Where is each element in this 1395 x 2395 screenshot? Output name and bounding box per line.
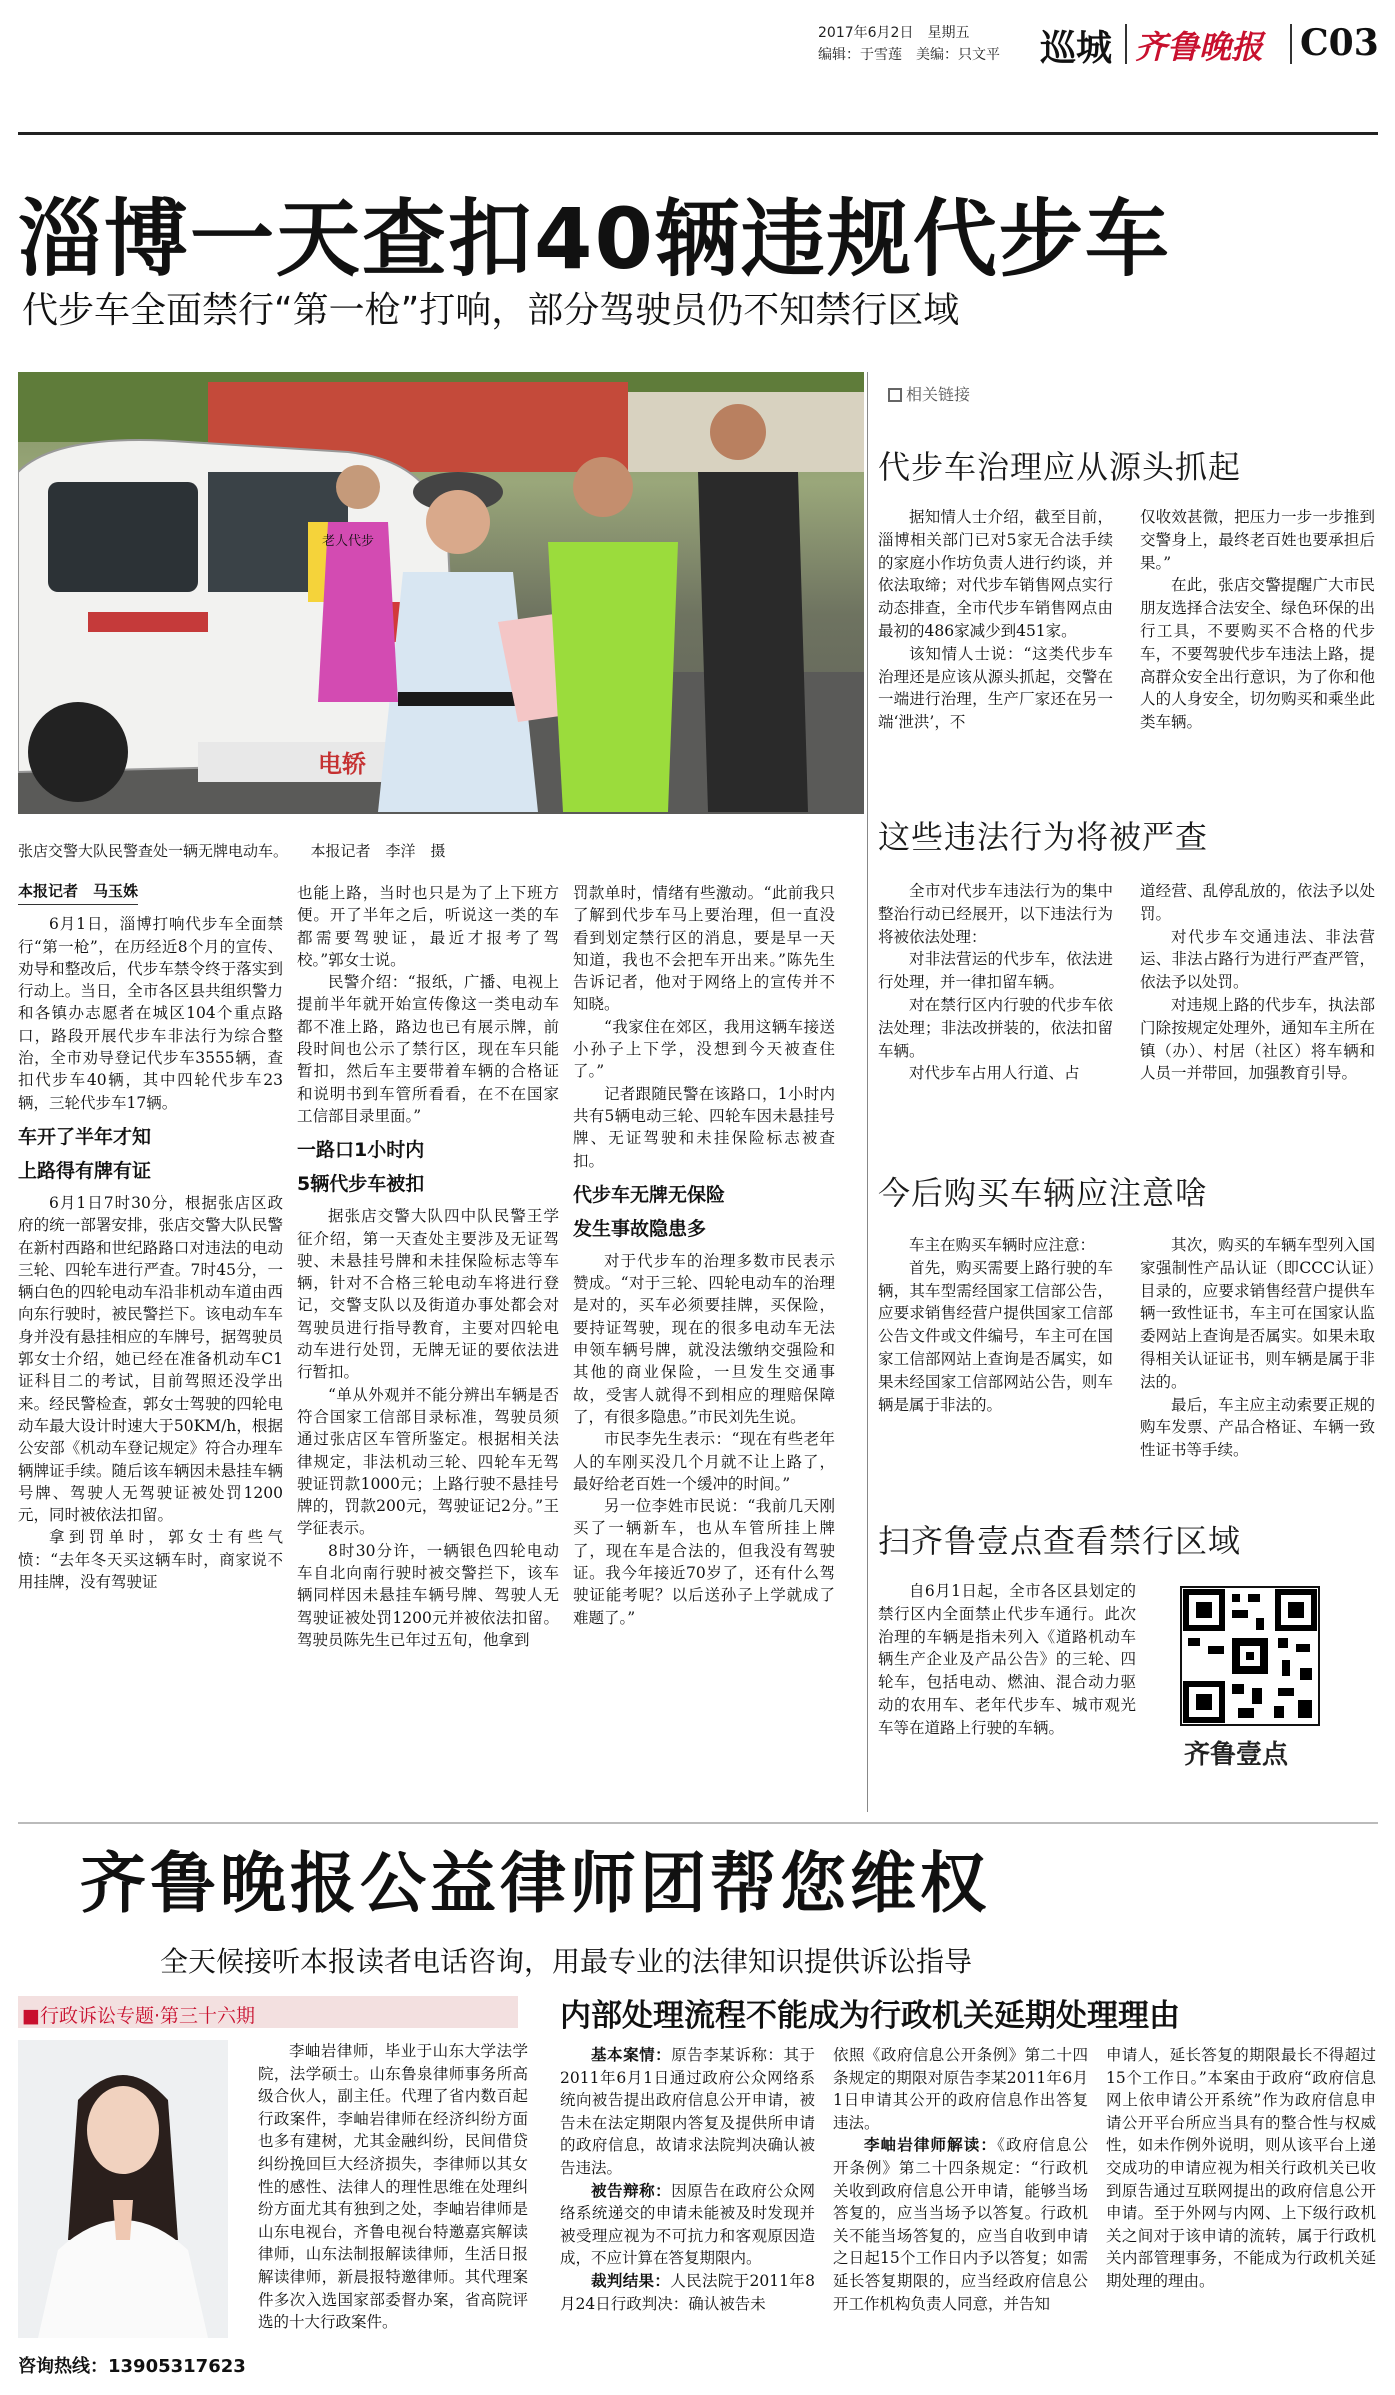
designer-text: 美编：只文平 xyxy=(916,47,1000,63)
paragraph: 车主在购买车辆时应注意： xyxy=(909,1236,1096,1254)
subheading-line: 上路得有牌有证 xyxy=(18,1159,152,1182)
sidebar-1-left xyxy=(878,506,1113,786)
paragraph: 对于代步车的治理多数市民表示赞成。“对于三轮、四轮电动车的治理是对的，买车必须要挂牌，买保险，要持证驾驶，现在的很多电动车无法申领车辆号牌，就没法缴纳交强险和其他的商业保险，一旦发生交通事故，受害人就得不到相应的理赔保障了，有很多隐患。”市民刘先生说。 xyxy=(573,1251,835,1426)
lawyer-photo xyxy=(18,2040,228,2338)
subheading xyxy=(573,1178,835,1246)
subheading xyxy=(297,1133,559,1201)
paragraph: 仅收效甚微，把压力一步一步推到交警身上，最终老百姓也要承担后果。” xyxy=(1140,508,1375,572)
issue-date xyxy=(818,22,969,42)
sidebar-heading-2: 这些违法行为将被严查 xyxy=(878,818,1209,856)
paragraph: 最后，车主应主动索要正规的购车发票、产品合格证、车辆一致性证书等手续。 xyxy=(1140,1395,1375,1460)
masthead-divider-2 xyxy=(1290,24,1292,64)
paragraph: 全市对代步车违法行为的集中整治行动已经展开，以下违法行为将被依法处理： xyxy=(878,882,1113,946)
main-headline: 淄博一天查扣40辆违规代步车 xyxy=(18,190,1171,288)
paragraph: 首先，购买需要上路行驶的车辆，其车型需经国家工信部公告，应要求销售经营户提供国家工信部公告文件或文件编号，车主可在国家工信部网站上查询是否属实，如果未经国家工信部网站公告，则车辆是属于非法的。 xyxy=(878,1258,1113,1414)
photo-illustration xyxy=(18,372,864,814)
news-photo xyxy=(18,372,864,814)
sidebar-2-right xyxy=(1140,880,1375,1130)
paragraph: 被告辩称：因原告在政府公众网络系统递交的申请未能被及时发现并被受理应视为不可抗力和客观原因造成，不应计算在答复期限内。 xyxy=(560,2181,815,2268)
law-column-3 xyxy=(1106,2044,1376,2384)
banner-rule xyxy=(18,1822,1378,1824)
subheading-line: 一路口1小时内 xyxy=(297,1139,425,1162)
law-headline: 内部处理流程不能成为行政机关延期处理理由 xyxy=(560,1998,1180,2034)
paragraph: 对违规上路的代步车，执法部门除按规定处理外，通知车主所在镇（办）、村居（社区）将车辆和人员一并带回，加强教育引导。 xyxy=(1140,995,1375,1083)
qr-code[interactable] xyxy=(1180,1586,1320,1726)
paragraph: 罚款单时，情绪有些激动。“此前我只了解到代步车马上要治理，但一直没看到划定禁行区的消息，要是早一天知道，我也不会把车开出来。”陈先生告诉记者，他对于网络上的宣传并不知晓。 xyxy=(573,884,835,1014)
paragraph: 也能上路，当时也只是为了上下班方便。开了半年之后，听说这一类的车都需要驾驶证，最近才报考了驾校。”郭女士说。 xyxy=(297,884,559,969)
paragraph: 依照《政府信息公开条例》第二十四条规定的期限对原告李某2011年6月1日申请其公开的政府信息作出答复违法。 xyxy=(833,2046,1088,2132)
law-column-1 xyxy=(560,2044,815,2384)
sidebar-divider xyxy=(867,372,868,1812)
editor-credit xyxy=(818,44,1000,64)
sidebar-3-left xyxy=(878,1234,1113,1494)
sidebar-1-right xyxy=(1140,506,1375,786)
paragraph: 据知情人士介绍，截至目前，淄博相关部门已对5家无合法手续的家庭小作坊负责人进行约谈，并依法取缔；对代步车销售网点实行动态排查，全市代步车销售网点由最初的486家减少到451家。 xyxy=(878,508,1113,640)
subheading-line: 5辆代步车被扣 xyxy=(297,1173,425,1196)
paragraph: 道经营、乱停乱放的，依法予以处罚。 xyxy=(1140,882,1375,923)
photo-caption: 张店交警大队民警查处一辆无牌电动车。 本报记者 李洋 摄 xyxy=(18,842,446,860)
qr-brand-label: 齐鲁壹点 xyxy=(1184,1740,1289,1770)
paragraph: 该知情人士说：“这类代步车治理还是应该从源头抓起，交警在一端进行治理，生产厂家还在另一端‘泄洪’，不 xyxy=(878,644,1113,732)
weekday-text: 星期五 xyxy=(927,25,970,41)
date-text: 2017年6月2日 xyxy=(818,25,914,41)
paragraph: 对非法营运的代步车，依法进行处理，并一律扣留车辆。 xyxy=(878,950,1113,992)
paragraph: 对在禁行区内行驶的代步车依法处理；非法改拼装的，依法扣留车辆。 xyxy=(878,995,1113,1060)
paragraph: 在此，张店交警提醒广大市民朋友选择合法安全、绿色环保的出行工具，不要购买不合格的代步车，不要驾驶代步车违法上路，提高群众安全出行意识，为了你和他人的人身安全，切勿购买和乘坐此类车辆。 xyxy=(1140,576,1375,732)
main-subhead: 代步车全面禁行“第一枪”打响，部分驾驶员仍不知禁行区域 xyxy=(22,290,960,331)
sidebar-3-right xyxy=(1140,1234,1375,1494)
sidebar-heading-1: 代步车治理应从源头抓起 xyxy=(878,448,1242,486)
paragraph: 据张店交警大队四中队民警王学征介绍，第一天查处主要涉及无证驾驶、未悬挂号牌和未挂保险标志等车辆，针对不合格三轮电动车将进行登记，交警支队以及街道办事处都会对驾驶员进行指导教育，主要对四轮电动车进行处罚，无牌无证的要依法进行暂扣。 xyxy=(297,1207,559,1382)
sidebar-2-left xyxy=(878,880,1113,1130)
paragraph: 李岫岩律师解读：《政府信息公开条例》第二十四条规定：“行政机关收到政府信息公开申请，能够当场答复的，应当当场予以答复。行政机关不能当场答复的，应当自收到申请之日起15个工作日内予以答复；如需延长答复期限的，应当经政府信息公开工作机构负责人同意，并告知 xyxy=(833,2136,1088,2313)
qr-code-icon xyxy=(1182,1588,1318,1724)
section-name: 巡城 xyxy=(1040,28,1113,69)
column-tag xyxy=(18,1996,518,2028)
banner-subtitle: 全天候接听本报读者电话咨询，用最专业的法律知识提供诉讼指导 xyxy=(160,1945,973,1978)
sidebar-heading-3: 今后购买车辆应注意啥 xyxy=(878,1174,1209,1212)
paragraph: 6月1日，淄博打响代步车全面禁行“第一枪”，在历经近8个月的宣传、劝导和整改后，代步车禁令终于落实到行动上。当日，全市各区县共组织警力和各镇办志愿者在城区104个重点路口，路段开展代步车非法行为综合整治，全市劝导登记代步车3555辆，查扣代步车40辆，其中四轮代步车23辆，三轮代步车17辆。 xyxy=(18,915,283,1112)
paragraph: 6月1日7时30分，根据张店区政府的统一部署安排，张店交警大队民警在新村西路和世纪路路口对违法的电动三轮、四轮车进行严查。7时45分，一辆白色的四轮电动车沿非机动车道由西向东行驶时，被民警拦下。该电动车车身并没有悬挂相应的车牌号，据驾驶员郭女士介绍，她已经在准备机动车C1证科目二的考试，目前驾照还没学出来。经民警检查，郭女士驾驶的四轮电动车最大设计时速大于50KM/h，根据公安部《机动车登记规定》符合办理车辆牌证手续。随后该车辆因未悬挂车辆号牌、驾驶人无驾驶证被处罚1200元，同时被依法扣留。 xyxy=(18,1193,283,1525)
related-links-tag xyxy=(888,382,970,405)
byline: 本报记者 马玉姝 xyxy=(18,880,138,905)
paragraph: 自6月1日起，全市各区县划定的禁行区内全面禁止代步车通行。此次治理的车辆是指未列入《道路机动车辆生产企业及产品公告》的三轮、四轮车，包括电动、燃油、混合动力驱动的农用车、老年代步车、城市观光车等在道路上行驶的车辆。 xyxy=(878,1582,1136,1737)
paragraph: 市民李先生表示：“现在有些老年人的车刚买没几个月就不让上路了，最好给老百姓一个缓冲的时间。” xyxy=(573,1430,835,1493)
paragraph: 另一位李姓市民说：“我前几天刚买了一辆新车，也从车管所挂上牌了，现在车是合法的，但我没有驾驶证。我今年接近70岁了，还有什么驾驶证能考呢？以后送孙子上学就成了难题了。” xyxy=(573,1497,835,1627)
page-number: C03 xyxy=(1300,22,1379,64)
masthead-rule xyxy=(18,132,1378,135)
sticker-text: 老人代步 xyxy=(321,534,374,549)
paragraph: 李岫岩律师，毕业于山东大学法学院，法学硕士。山东鲁泉律师事务所高级合伙人，副主任。代理了省内数百起行政案件，李岫岩律师在经济纠纷方面也多有建树，尤其金融纠纷，民间借贷纠纷挽回巨大经济损失，李律师以其女性的感性、法律人的理性思维在处理纠纷方面尤其有独到之处，李岫岩律师是山东电视台，齐鲁电视台特邀嘉宾解读律师，山东法制报解读律师，生活日报解读律师，新晨报特邀律师。其代理案件多次入选国家部委督办案，省高院评选的十大行政案件。 xyxy=(258,2042,528,2332)
paragraph: 对代步车占用人行道、占 xyxy=(909,1064,1080,1083)
article-column-1 xyxy=(18,880,283,1760)
paragraph: 民警介绍：“报纸，广播、电视上提前半年就开始宣传像这一类电动车都不准上路，路边也已有展示牌，前段时间也公示了禁行区，现在车只能暂扣，然后车主要带着车辆的合格证和说明书到车管所看看，在不在国家工信部目录里面。” xyxy=(297,973,559,1125)
paragraph: 申请人，延长答复的期限最长不得超过15个工作日。”本案由于政府“政府信息网上依申请公开系统”作为政府信息申请公开平台所应当具有的整合性与权威性，如未作例外说明，则从该平台上递交成功的申请应视为相关行政机关已收到原告通过互联网提出的政府信息公开申请。至于外网与内网、上下级行政机关之间对于该申请的流转，属于行政机关内部管理事务，不能成为行政机关延期处理的理由。 xyxy=(1106,2046,1376,2290)
plate-text: 电轿 xyxy=(318,750,366,778)
paragraph: 裁判结果：人民法院于2011年8月24日行政判决：确认被告未 xyxy=(560,2271,815,2313)
masthead-divider xyxy=(1125,24,1127,64)
article-column-2 xyxy=(297,882,559,1760)
paragraph: 记者跟随民警在该路口，1小时内共有5辆电动三轮、四轮车因未悬挂号牌、无证驾驶和未挂保险标志被查扣。 xyxy=(573,1084,835,1170)
paragraph: “单从外观并不能分辨出车辆是否符合国家工信部目录标准，驾驶员须通过张店区车管所鉴定。根据相关法律规定，非法机动三轮、四轮车无驾驶证罚款1000元；上路行驶不悬挂号牌的，罚款200元，驾驶证记2分。”王学征表示。 xyxy=(297,1385,559,1538)
tag-text: 相关链接 xyxy=(906,385,971,404)
hotline: 咨询热线：13905317623 xyxy=(18,2356,246,2377)
subheading-line: 车开了半年才知 xyxy=(18,1125,152,1148)
paragraph: 8时30分许，一辆银色四轮电动车自北向南行驶时被交警拦下，该车辆同样因未悬挂车辆号牌、驾驶人无驾驶证被处罚1200元并被依法扣留。驾驶员陈先生已年过五旬，他拿到 xyxy=(297,1541,559,1649)
lawyer-bio xyxy=(258,2040,528,2360)
sidebar-heading-4: 扫齐鲁壹点查看禁行区域 xyxy=(878,1522,1242,1560)
paragraph: 基本案情：原告李某诉称：其于2011年6月1日通过政府公众网络系统向被告提出政府信息公开申请，被告未在法定期限内答复及提供所申请的政府信息，故请求法院判决确认被告违法。 xyxy=(560,2046,815,2177)
column-tag-text: ■行政诉讼专题·第三十六期 xyxy=(22,2005,255,2027)
paragraph: “我家住在郊区，我用这辆车接送小孙子上下学，没想到今天被查住了。” xyxy=(573,1017,835,1081)
article-column-3 xyxy=(573,882,835,1760)
paragraph: 对代步车交通违法、非法营运、非法占路行为进行严查严管，依法予以处罚。 xyxy=(1140,927,1375,992)
tag-icon xyxy=(888,388,902,402)
banner-title: 齐鲁晚报公益律师团帮您维权 xyxy=(80,1845,990,1922)
lawyer-portrait xyxy=(18,2040,228,2338)
subheading-line: 发生事故隐患多 xyxy=(573,1217,707,1240)
paragraph: 拿到罚单时，郭女士有些气愤：“去年冬天买这辆车时，商家说不用挂牌，没有驾驶证 xyxy=(18,1528,283,1592)
paragraph: 其次，购买的车辆车型列入国家强制性产品认证（即CCC认证）目录的，应要求销售经营户提供车辆一致性证书，车主可在国家认监委网站上查询是否属实。如果未取得相关认证证书，则车辆是属于非法的。 xyxy=(1140,1236,1375,1391)
editor-text: 编辑：于雪莲 xyxy=(818,47,902,63)
law-column-2 xyxy=(833,2044,1088,2384)
subheading xyxy=(18,1120,283,1188)
sidebar-4-text xyxy=(878,1580,1136,1820)
paper-logo: 齐鲁晚报 xyxy=(1135,28,1264,66)
subheading-line: 代步车无牌无保险 xyxy=(573,1183,726,1206)
